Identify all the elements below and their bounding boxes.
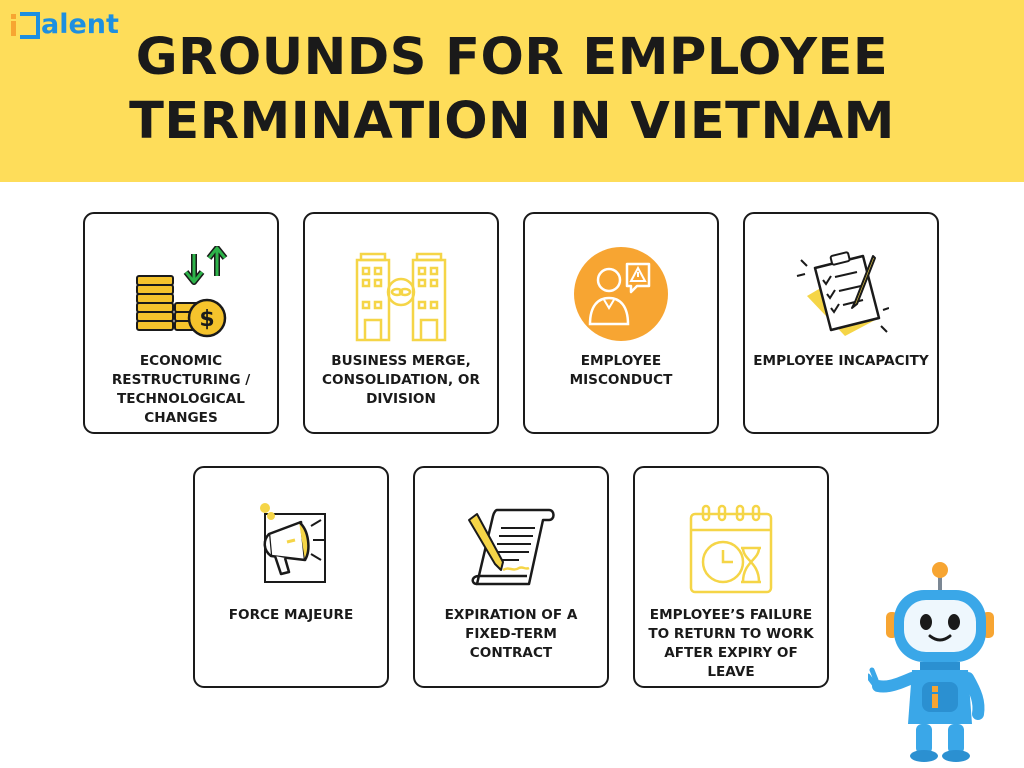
header-banner [0,0,1024,182]
merged-buildings-icon [353,246,449,342]
megaphone-icon [243,500,339,596]
employee-warning-icon [573,246,669,342]
ground-card-employee-incapacity [743,212,939,434]
ground-card-economic-restructuring [83,212,279,434]
ground-card-business-merge [303,212,499,434]
ground-card-label: EMPLOYEE INCAPACITY [753,353,929,369]
calendar-clock-icon [683,500,779,596]
ground-card-label: EMPLOYEE’S FAILURE TO RETURN TO WORK AFTER EXPIRY OF LEAVE [648,607,814,680]
svg-text:$: $ [199,307,215,332]
contract-scroll-icon [463,500,559,596]
ground-card-force-majeure [193,466,389,688]
ground-card-failure-to-return [633,466,829,688]
page-title [0,26,1024,154]
brand-logo-text: alent [41,9,119,40]
page-title-line-2: TERMINATION IN VIETNAM [129,92,895,151]
ground-card-employee-misconduct [523,212,719,434]
ground-card-label: EXPIRATION OF A FIXED-TERM CONTRACT [444,607,578,661]
ground-card-label: FORCE MAJEURE [228,607,354,623]
coins-dollar-icon [133,246,229,342]
robot-mascot [868,558,1008,763]
ground-card-label: ECONOMIC RESTRUCTURING / TECHNOLOGICAL CHANGES [111,353,251,426]
checklist-clipboard-icon [793,246,889,342]
ground-card-label: BUSINESS MERGE, CONSOLIDATION, OR DIVISION [322,353,480,407]
ground-card-label: EMPLOYEE MISCONDUCT [569,353,673,388]
ground-card-fixed-term-contract [413,466,609,688]
page-title-line-1: GROUNDS FOR EMPLOYEE [135,28,889,87]
